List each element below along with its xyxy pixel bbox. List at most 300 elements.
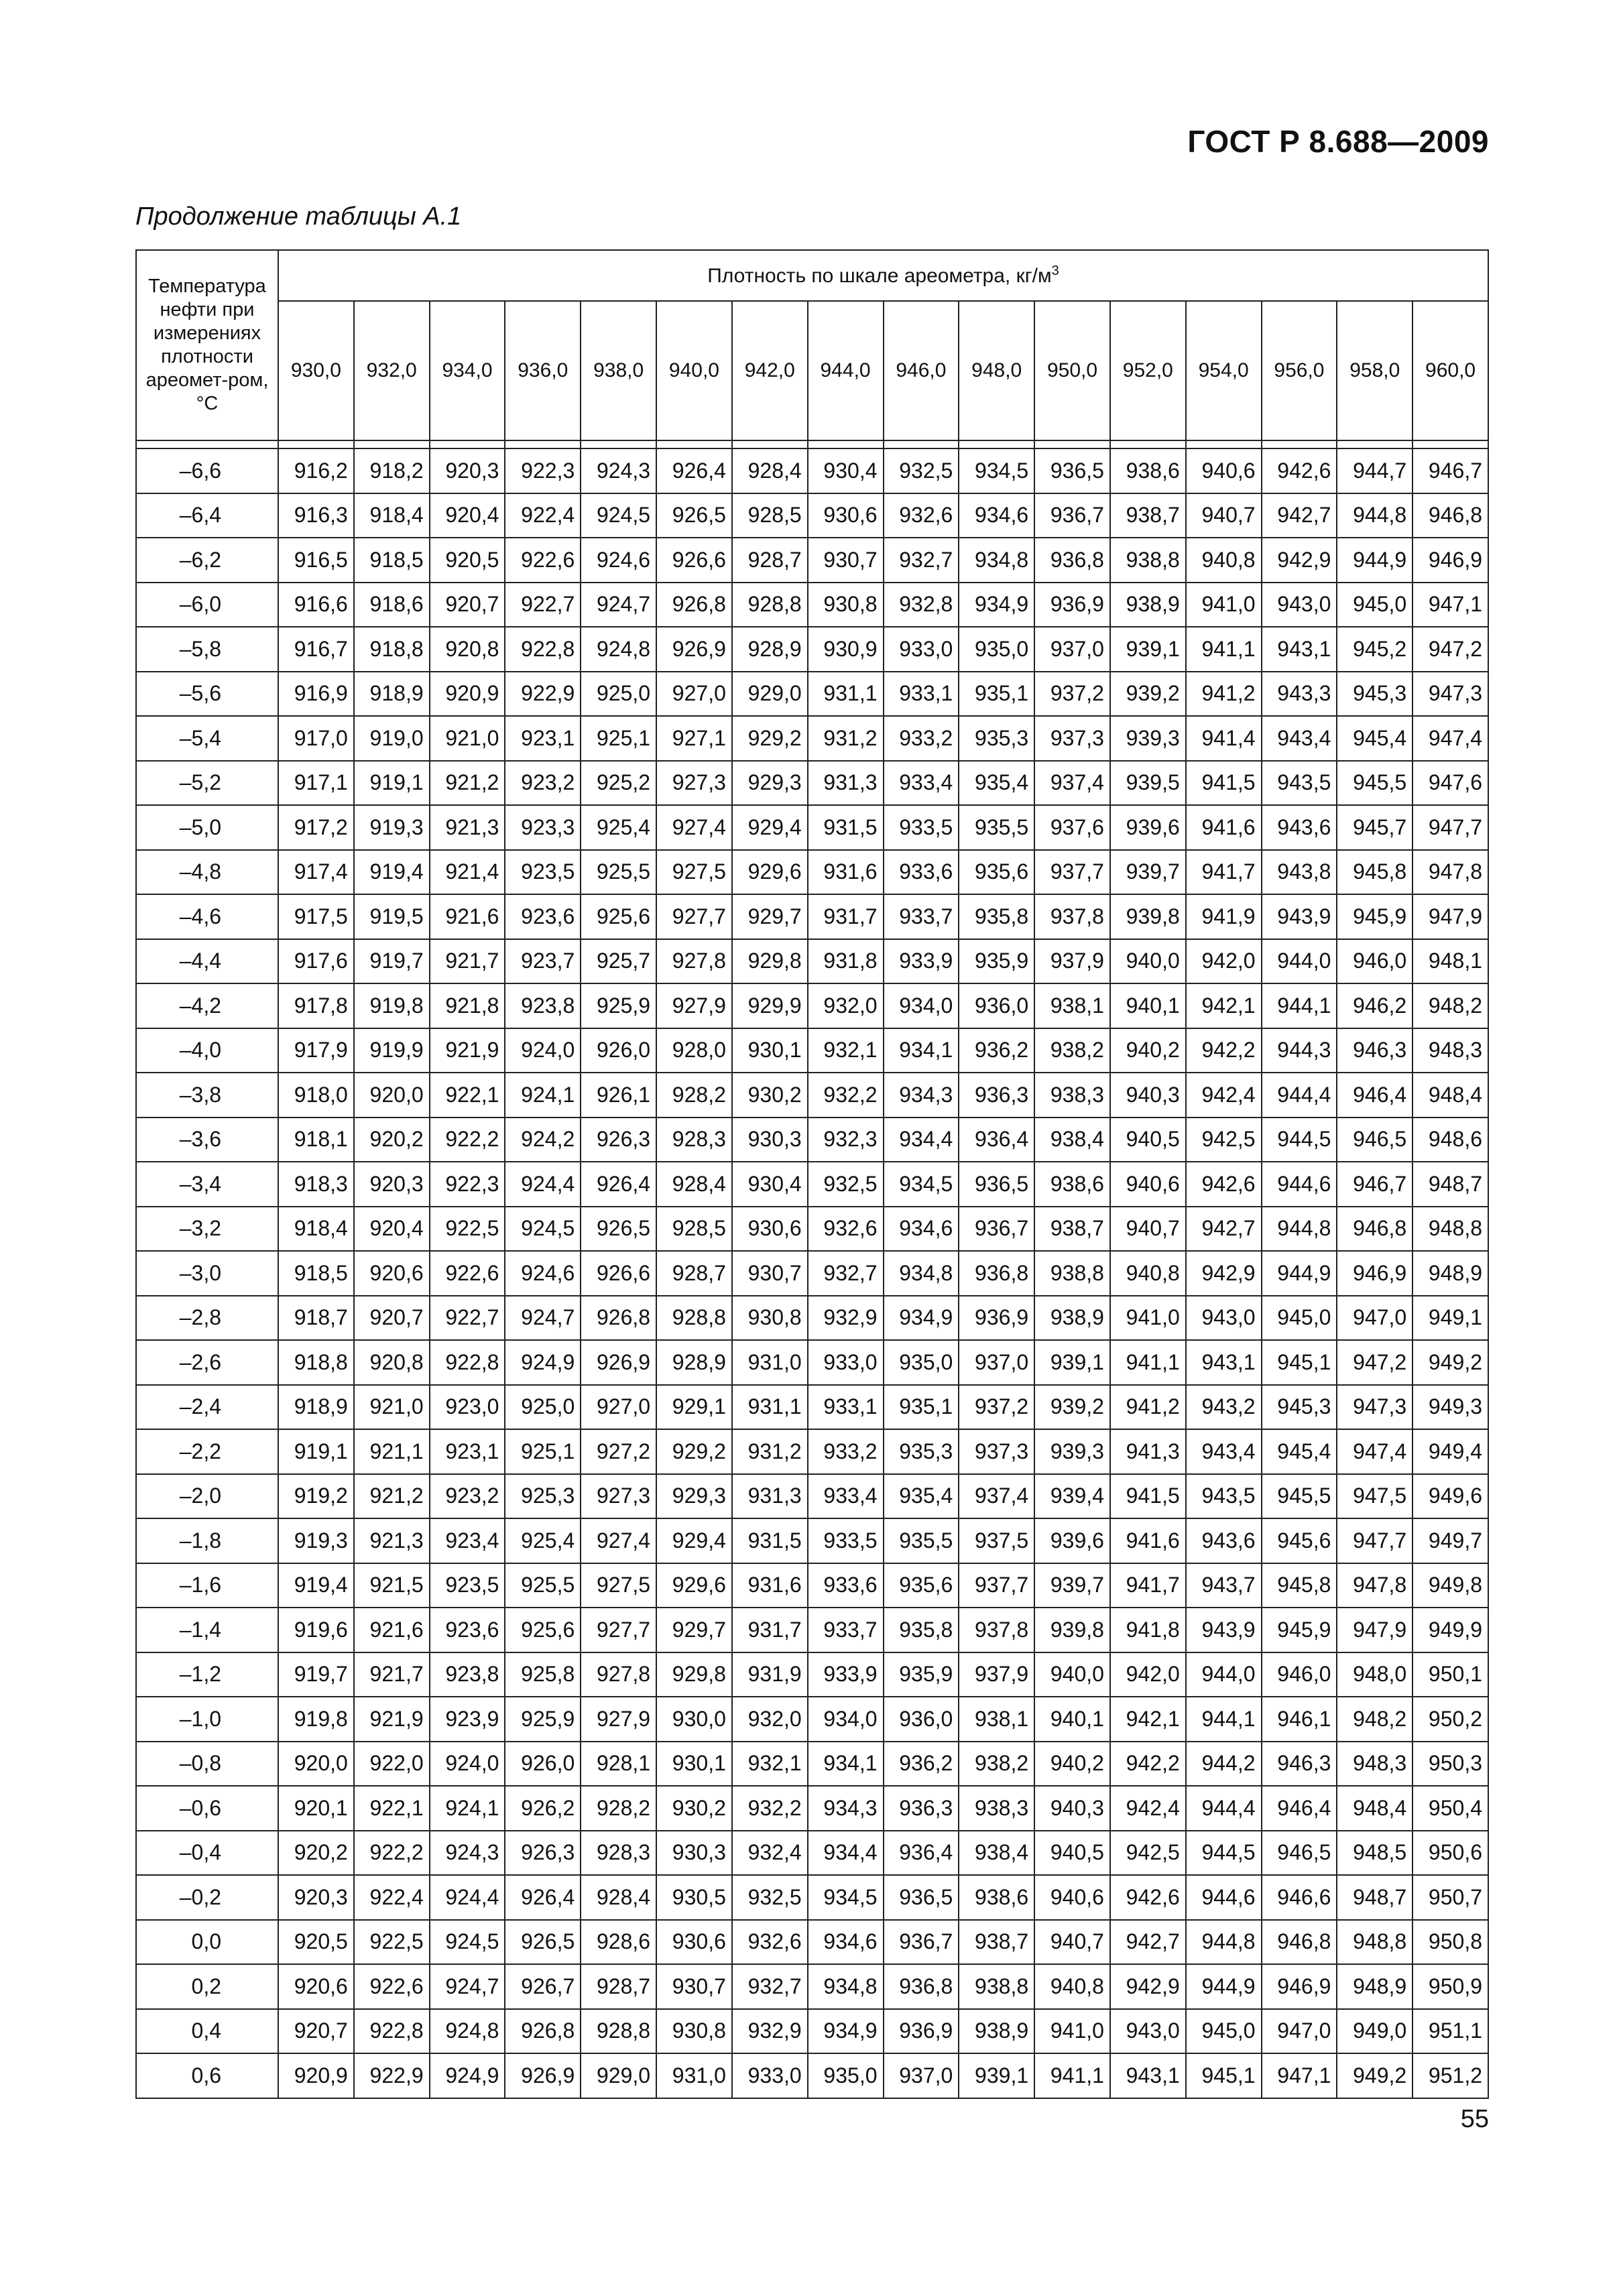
- density-cell: 920,1: [278, 1786, 354, 1831]
- density-cell: 940,1: [1034, 1697, 1110, 1742]
- density-cell: 928,4: [656, 1162, 732, 1207]
- density-cell: 938,6: [959, 1875, 1034, 1920]
- density-cell: 922,5: [354, 1920, 430, 1965]
- density-cell: 931,2: [732, 1429, 808, 1474]
- table-row: [136, 1518, 1488, 1563]
- density-cell: 927,8: [581, 1652, 656, 1697]
- density-cell: 939,1: [1034, 1340, 1110, 1385]
- density-cell: 921,2: [430, 761, 505, 806]
- density-cell: 926,3: [505, 1831, 581, 1876]
- density-cell: 943,6: [1186, 1518, 1262, 1563]
- density-cell: 924,3: [581, 448, 656, 493]
- density-cell: 928,7: [656, 1251, 732, 1296]
- density-cell: 920,4: [354, 1207, 430, 1252]
- density-cell: 920,4: [430, 493, 505, 538]
- density-cell: 939,8: [1034, 1608, 1110, 1652]
- table-row: [136, 1474, 1488, 1519]
- density-cell: 944,4: [1186, 1786, 1262, 1831]
- density-cell: 929,8: [656, 1652, 732, 1697]
- density-cell: 927,8: [656, 939, 732, 984]
- density-cell: 946,9: [1337, 1251, 1412, 1296]
- density-cell: 931,8: [808, 939, 884, 984]
- density-cell: 935,8: [959, 894, 1034, 939]
- density-cell: 936,0: [884, 1697, 959, 1742]
- density-cell: 938,6: [1034, 1162, 1110, 1207]
- density-column-0: 930,0: [278, 301, 354, 440]
- density-cell: 925,4: [505, 1518, 581, 1563]
- density-cell: 935,0: [808, 2053, 884, 2098]
- density-cell: 929,9: [732, 983, 808, 1028]
- temperature-cell: –2,4: [136, 1385, 278, 1430]
- density-cell: 945,4: [1337, 716, 1412, 761]
- density-cell: 940,5: [1110, 1117, 1186, 1162]
- density-cell: 935,0: [959, 627, 1034, 672]
- density-column-5: 940,0: [656, 301, 732, 440]
- density-cell: 918,5: [354, 538, 430, 583]
- density-cell: 921,8: [430, 983, 505, 1028]
- density-cell: 925,1: [581, 716, 656, 761]
- density-cell: 921,0: [430, 716, 505, 761]
- density-cell: 940,8: [1186, 538, 1262, 583]
- table-row: [136, 1697, 1488, 1742]
- density-cell: 925,3: [505, 1474, 581, 1519]
- density-cell: 938,9: [1034, 1296, 1110, 1341]
- density-cell: 918,1: [278, 1117, 354, 1162]
- density-cell: 917,1: [278, 761, 354, 806]
- table-row: [136, 761, 1488, 806]
- density-cell: 940,2: [1034, 1742, 1110, 1787]
- density-cell: 923,9: [430, 1697, 505, 1742]
- density-cell: 951,2: [1412, 2053, 1488, 2098]
- density-cell: 941,2: [1186, 672, 1262, 717]
- density-cell: 934,6: [884, 1207, 959, 1252]
- temperature-column-header: Температура нефти при измерениях плотности ареомет-ром, °C: [136, 250, 278, 440]
- density-cell: 943,6: [1262, 805, 1337, 850]
- density-cell: 935,3: [959, 716, 1034, 761]
- density-cell: 924,1: [430, 1786, 505, 1831]
- density-cell: 939,2: [1034, 1385, 1110, 1430]
- density-cell: 932,2: [808, 1073, 884, 1117]
- density-cell: 946,5: [1262, 1831, 1337, 1876]
- density-cell: 923,6: [430, 1608, 505, 1652]
- density-cell: 925,0: [505, 1385, 581, 1430]
- density-cell: 920,5: [278, 1920, 354, 1965]
- temperature-cell: –1,6: [136, 1563, 278, 1608]
- density-cell: 942,2: [1110, 1742, 1186, 1787]
- density-cell: 947,7: [1337, 1518, 1412, 1563]
- density-cell: 929,4: [656, 1518, 732, 1563]
- density-cell: 946,8: [1262, 1920, 1337, 1965]
- density-column-1: 932,0: [354, 301, 430, 440]
- density-cell: 917,9: [278, 1028, 354, 1073]
- density-cell: 923,2: [430, 1474, 505, 1519]
- density-cell: 925,0: [581, 672, 656, 717]
- density-cell: 934,9: [808, 2009, 884, 2054]
- density-cell: 924,1: [505, 1073, 581, 1117]
- density-cell: 943,1: [1186, 1340, 1262, 1385]
- table-row: [136, 1429, 1488, 1474]
- density-cell: 940,7: [1110, 1207, 1186, 1252]
- density-cell: 923,8: [430, 1652, 505, 1697]
- density-cell: 930,4: [808, 448, 884, 493]
- density-cell: 920,5: [430, 538, 505, 583]
- density-cell: 948,2: [1412, 983, 1488, 1028]
- density-cell: 942,2: [1186, 1028, 1262, 1073]
- page-number: 55: [1460, 2105, 1489, 2133]
- density-cell: 925,4: [581, 805, 656, 850]
- density-cell: 936,5: [959, 1162, 1034, 1207]
- density-cell: 950,1: [1412, 1652, 1488, 1697]
- density-cell: 929,7: [732, 894, 808, 939]
- density-cell: 934,5: [808, 1875, 884, 1920]
- density-cell: 933,6: [884, 850, 959, 895]
- density-cell: 929,2: [656, 1429, 732, 1474]
- density-cell: 918,2: [354, 448, 430, 493]
- density-cell: 932,6: [808, 1207, 884, 1252]
- temperature-cell: –2,8: [136, 1296, 278, 1341]
- density-cell: 932,5: [732, 1875, 808, 1920]
- table-row: [136, 627, 1488, 672]
- density-cell: 919,4: [354, 850, 430, 895]
- density-cell: 931,1: [732, 1385, 808, 1430]
- density-cell: 929,3: [732, 761, 808, 806]
- temperature-cell: –3,6: [136, 1117, 278, 1162]
- density-cell: 936,4: [959, 1117, 1034, 1162]
- density-cell: 926,0: [505, 1742, 581, 1787]
- density-cell: 925,5: [581, 850, 656, 895]
- density-cell: 923,5: [505, 850, 581, 895]
- density-cell: 933,5: [884, 805, 959, 850]
- density-cell: 948,3: [1412, 1028, 1488, 1073]
- table-row: [136, 583, 1488, 627]
- density-cell: 948,6: [1412, 1117, 1488, 1162]
- density-cell: 948,0: [1337, 1652, 1412, 1697]
- density-cell: 938,4: [959, 1831, 1034, 1876]
- density-cell: 948,8: [1412, 1207, 1488, 1252]
- density-cell: 937,3: [959, 1429, 1034, 1474]
- density-cell: 931,5: [732, 1518, 808, 1563]
- density-cell: 932,0: [808, 983, 884, 1028]
- density-cell: 942,0: [1186, 939, 1262, 984]
- density-cell: 919,8: [354, 983, 430, 1028]
- temperature-cell: –6,4: [136, 493, 278, 538]
- density-cell: 945,6: [1262, 1518, 1337, 1563]
- density-cell: 927,4: [581, 1518, 656, 1563]
- density-cell: 945,5: [1337, 761, 1412, 806]
- density-cell: 940,8: [1034, 1964, 1110, 2009]
- temperature-cell: –0,8: [136, 1742, 278, 1787]
- density-cell: 926,5: [656, 493, 732, 538]
- density-cell: 943,0: [1186, 1296, 1262, 1341]
- density-cell: 920,8: [430, 627, 505, 672]
- temperature-cell: –1,0: [136, 1697, 278, 1742]
- density-cell: 950,4: [1412, 1786, 1488, 1831]
- density-cell: 942,6: [1110, 1875, 1186, 1920]
- table-row: [136, 448, 1488, 493]
- density-cell: 943,1: [1110, 2053, 1186, 2098]
- density-cell: 924,7: [581, 583, 656, 627]
- temperature-cell: –3,4: [136, 1162, 278, 1207]
- density-cell: 921,9: [430, 1028, 505, 1073]
- table-row: [136, 1117, 1488, 1162]
- density-cell: 944,9: [1337, 538, 1412, 583]
- density-cell: 926,5: [505, 1920, 581, 1965]
- temperature-cell: –1,2: [136, 1652, 278, 1697]
- density-cell: 941,1: [1034, 2053, 1110, 2098]
- density-cell: 949,1: [1412, 1296, 1488, 1341]
- density-cell: 934,5: [959, 448, 1034, 493]
- density-cell: 922,4: [354, 1875, 430, 1920]
- temperature-cell: –2,0: [136, 1474, 278, 1519]
- density-cell: 935,9: [959, 939, 1034, 984]
- density-cell: 940,1: [1110, 983, 1186, 1028]
- density-cell: 932,1: [808, 1028, 884, 1073]
- density-cell: 930,6: [808, 493, 884, 538]
- density-cell: 930,2: [656, 1786, 732, 1831]
- temperature-cell: –4,6: [136, 894, 278, 939]
- density-cell: 919,7: [278, 1652, 354, 1697]
- density-cell: 949,3: [1412, 1385, 1488, 1430]
- density-cell: 937,9: [959, 1652, 1034, 1697]
- density-cell: 926,5: [581, 1207, 656, 1252]
- temperature-cell: 0,0: [136, 1920, 278, 1965]
- density-cell: 937,4: [959, 1474, 1034, 1519]
- density-cell: 942,9: [1186, 1251, 1262, 1296]
- density-cell: 944,1: [1262, 983, 1337, 1028]
- density-cell: 948,8: [1337, 1920, 1412, 1965]
- table-header: [136, 250, 1488, 440]
- density-cell: 948,2: [1337, 1697, 1412, 1742]
- density-cell: 934,9: [884, 1296, 959, 1341]
- density-cell: 924,6: [581, 538, 656, 583]
- temperature-cell: –1,8: [136, 1518, 278, 1563]
- density-cell: 937,8: [959, 1608, 1034, 1652]
- density-cell: 920,3: [430, 448, 505, 493]
- table-row: [136, 1162, 1488, 1207]
- table-row: [136, 1207, 1488, 1252]
- density-table: [135, 249, 1489, 2099]
- density-cell: 941,1: [1186, 627, 1262, 672]
- table-row: [136, 1742, 1488, 1787]
- density-cell: 942,1: [1186, 983, 1262, 1028]
- density-cell: 939,4: [1034, 1474, 1110, 1519]
- density-cell: 925,5: [505, 1563, 581, 1608]
- density-cell: 932,8: [884, 583, 959, 627]
- density-cell: 950,3: [1412, 1742, 1488, 1787]
- temperature-cell: –2,2: [136, 1429, 278, 1474]
- density-cell: 924,7: [505, 1296, 581, 1341]
- separator-cell: [1034, 440, 1110, 448]
- temperature-cell: –5,2: [136, 761, 278, 806]
- density-cell: 937,8: [1034, 894, 1110, 939]
- density-cell: 947,4: [1337, 1429, 1412, 1474]
- density-cell: 937,4: [1034, 761, 1110, 806]
- density-cell: 929,6: [656, 1563, 732, 1608]
- density-cell: 930,5: [656, 1875, 732, 1920]
- density-cell: 931,0: [656, 2053, 732, 2098]
- density-cell: 934,1: [808, 1742, 884, 1787]
- table-row: [136, 1920, 1488, 1965]
- density-cell: 949,2: [1412, 1340, 1488, 1385]
- density-cell: 922,0: [354, 1742, 430, 1787]
- density-cell: 948,7: [1337, 1875, 1412, 1920]
- density-cell: 941,4: [1186, 716, 1262, 761]
- table-row: [136, 983, 1488, 1028]
- temperature-cell: –4,0: [136, 1028, 278, 1073]
- density-cell: 928,8: [656, 1296, 732, 1341]
- density-cell: 932,7: [808, 1251, 884, 1296]
- density-cell: 927,9: [656, 983, 732, 1028]
- density-cell: 928,5: [656, 1207, 732, 1252]
- temperature-cell: –4,8: [136, 850, 278, 895]
- density-cell: 924,4: [505, 1162, 581, 1207]
- density-cell: 937,3: [1034, 716, 1110, 761]
- density-cell: 925,7: [581, 939, 656, 984]
- density-cell: 941,0: [1034, 2009, 1110, 2054]
- density-cell: 939,7: [1034, 1563, 1110, 1608]
- density-cell: 935,4: [959, 761, 1034, 806]
- density-cell: 918,3: [278, 1162, 354, 1207]
- density-cell: 943,9: [1262, 894, 1337, 939]
- density-cell: 950,6: [1412, 1831, 1488, 1876]
- density-cell: 936,9: [1034, 583, 1110, 627]
- density-cell: 942,6: [1186, 1162, 1262, 1207]
- density-cell: 920,7: [354, 1296, 430, 1341]
- separator-cell: [1186, 440, 1262, 448]
- density-cell: 949,4: [1412, 1429, 1488, 1474]
- density-cell: 931,7: [732, 1608, 808, 1652]
- density-cell: 944,6: [1186, 1875, 1262, 1920]
- table-row: [136, 672, 1488, 717]
- density-cell: 941,0: [1186, 583, 1262, 627]
- density-unit-superscript: 3: [1051, 263, 1059, 278]
- density-cell: 930,8: [656, 2009, 732, 2054]
- temperature-cell: –3,8: [136, 1073, 278, 1117]
- density-cell: 936,3: [884, 1786, 959, 1831]
- density-cell: 929,8: [732, 939, 808, 984]
- density-cell: 940,7: [1034, 1920, 1110, 1965]
- density-cell: 927,2: [581, 1429, 656, 1474]
- density-cell: 923,4: [430, 1518, 505, 1563]
- density-cell: 935,3: [884, 1429, 959, 1474]
- density-cell: 930,7: [732, 1251, 808, 1296]
- table-body: [136, 448, 1488, 2098]
- density-cell: 932,9: [732, 2009, 808, 2054]
- density-cell: 923,6: [505, 894, 581, 939]
- density-cell: 924,8: [581, 627, 656, 672]
- density-cell: 925,1: [505, 1429, 581, 1474]
- density-cell: 926,6: [656, 538, 732, 583]
- density-cell: 930,0: [656, 1697, 732, 1742]
- density-cell: 947,9: [1337, 1608, 1412, 1652]
- density-cell: 935,9: [884, 1652, 959, 1697]
- density-cell: 934,0: [808, 1697, 884, 1742]
- density-cell: 944,6: [1262, 1162, 1337, 1207]
- density-cell: 916,6: [278, 583, 354, 627]
- temperature-cell: –0,2: [136, 1875, 278, 1920]
- density-cell: 947,8: [1412, 850, 1488, 895]
- density-cell: 922,1: [430, 1073, 505, 1117]
- density-cell: 937,6: [1034, 805, 1110, 850]
- density-cell: 936,5: [884, 1875, 959, 1920]
- density-cell: 948,4: [1337, 1786, 1412, 1831]
- density-cell: 927,0: [581, 1385, 656, 1430]
- density-cell: 936,2: [884, 1742, 959, 1787]
- density-cell: 940,7: [1186, 493, 1262, 538]
- separator-cell: [808, 440, 884, 448]
- density-cell: 946,3: [1262, 1742, 1337, 1787]
- density-cell: 926,8: [505, 2009, 581, 2054]
- density-cell: 941,7: [1186, 850, 1262, 895]
- density-cell: 945,3: [1337, 672, 1412, 717]
- density-cell: 944,5: [1186, 1831, 1262, 1876]
- density-cell: 932,6: [732, 1920, 808, 1965]
- density-cell: 942,0: [1110, 1652, 1186, 1697]
- separator-cell: [581, 440, 656, 448]
- density-cell: 926,8: [581, 1296, 656, 1341]
- density-cell: 921,6: [354, 1608, 430, 1652]
- density-cell: 945,8: [1337, 850, 1412, 895]
- separator-cell: [278, 440, 354, 448]
- density-cell: 944,0: [1186, 1652, 1262, 1697]
- density-cell: 938,9: [959, 2009, 1034, 2054]
- density-cell: 924,9: [505, 1340, 581, 1385]
- density-cell: 947,6: [1412, 761, 1488, 806]
- density-cell: 931,7: [808, 894, 884, 939]
- density-cell: 941,2: [1110, 1385, 1186, 1430]
- density-cell: 943,4: [1262, 716, 1337, 761]
- density-cell: 927,7: [581, 1608, 656, 1652]
- density-column-4: 938,0: [581, 301, 656, 440]
- density-cell: 923,1: [430, 1429, 505, 1474]
- density-cell: 942,7: [1110, 1920, 1186, 1965]
- density-cell: 949,0: [1337, 2009, 1412, 2054]
- density-cell: 938,3: [959, 1786, 1034, 1831]
- density-cell: 919,6: [278, 1608, 354, 1652]
- density-cell: 919,5: [354, 894, 430, 939]
- density-cell: 933,4: [884, 761, 959, 806]
- density-cell: 933,0: [808, 1340, 884, 1385]
- density-cell: 934,8: [959, 538, 1034, 583]
- density-cell: 922,6: [505, 538, 581, 583]
- density-cell: 950,7: [1412, 1875, 1488, 1920]
- density-cell: 942,4: [1186, 1073, 1262, 1117]
- density-cell: 923,1: [505, 716, 581, 761]
- density-cell: 918,7: [278, 1296, 354, 1341]
- density-cell: 916,9: [278, 672, 354, 717]
- density-cell: 926,7: [505, 1964, 581, 2009]
- density-cell: 938,1: [1034, 983, 1110, 1028]
- density-cell: 947,2: [1337, 1340, 1412, 1385]
- density-cell: 932,9: [808, 1296, 884, 1341]
- density-cell: 936,9: [959, 1296, 1034, 1341]
- density-cell: 933,0: [884, 627, 959, 672]
- density-cell: 926,9: [581, 1340, 656, 1385]
- density-cell: 946,2: [1337, 983, 1412, 1028]
- density-cell: 949,7: [1412, 1518, 1488, 1563]
- density-cell: 935,1: [959, 672, 1034, 717]
- density-cell: 940,6: [1034, 1875, 1110, 1920]
- density-cell: 939,1: [1110, 627, 1186, 672]
- density-cell: 938,1: [959, 1697, 1034, 1742]
- density-cell: 924,5: [581, 493, 656, 538]
- density-cell: 937,5: [959, 1518, 1034, 1563]
- temperature-cell: –0,6: [136, 1786, 278, 1831]
- density-cell: 942,7: [1262, 493, 1337, 538]
- table-row: [136, 2053, 1488, 2098]
- density-cell: 931,1: [808, 672, 884, 717]
- density-cell: 948,3: [1337, 1742, 1412, 1787]
